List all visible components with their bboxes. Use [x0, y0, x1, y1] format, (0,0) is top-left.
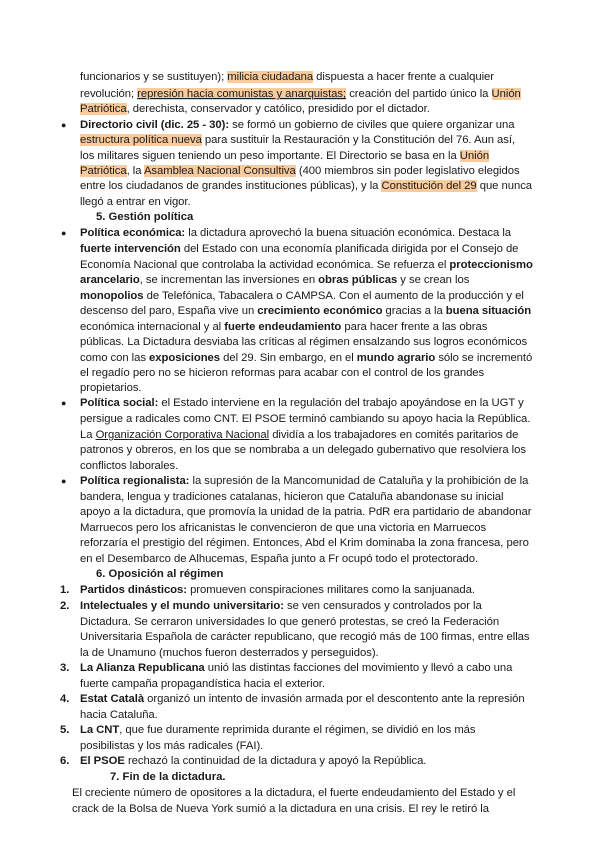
list-number: 2. [60, 600, 70, 612]
paragraph-line: La Organización Corporativa Nacional dividía a los trabajadores en comités paritarios de [80, 429, 519, 441]
paragraph-line: descenso del paro, España vive un crecimiento económico gracias a la buena situación [80, 305, 532, 317]
list-item: El PSOE rechazó la continuidad de la dictadura y apoyó la República. [80, 755, 427, 767]
paragraph-line: El creciente número de opositores a la dictadura, el fuerte endeudamiento del Estado y el [72, 787, 516, 799]
section-heading: 5. Gestión política [96, 211, 194, 223]
paragraph-line: bandera, lengua y tradiciones catalanas, hicieron que Cataluña abandonase su inicial [80, 491, 504, 503]
list-item: La CNT, que fue duramente reprimida durante el régimen, se dividió en los más [80, 724, 476, 736]
list-item: Política económica: la dictadura aprovechó la buena situación económica. Destaca la [80, 227, 512, 239]
bullet-icon: ● [61, 228, 67, 238]
list-number: 3. [60, 662, 70, 674]
paragraph-line: la de Unamuno (muchos fueron desterrados y perseguidos). [80, 647, 379, 659]
paragraph-line: propietarios. [80, 382, 142, 394]
list-item: Política regionalista: la supresión de la Mancomunidad de Cataluña y la prohibición de la [80, 475, 529, 487]
highlight: represión hacia comunistas y anarquistas; [137, 88, 347, 100]
list-item: Partidos dinásticos: promueven conspiraciones militares como la sanjuanada. [80, 584, 475, 596]
paragraph-line: monopolios de Telefónica, Tabacalera o CAMPSA. Con el aumento de la producción y el [80, 290, 524, 302]
paragraph-line: crack de la Bolsa de Nueva York sumió a la dictadura en una crisis. El rey le retiró la [72, 803, 489, 815]
highlight: milicia ciudadana [227, 71, 314, 83]
paragraph-line: arancelario, se incrementan las inversiones en obras públicas y se crean los [80, 274, 470, 286]
highlight: Unión [459, 150, 490, 162]
list-number: 5. [60, 724, 70, 736]
paragraph-line: Marruecos pero los africanistas le convencieron de que una victoria en Marruecos [80, 522, 487, 534]
paragraph-line: fuerte campaña propagandística hacia el exterior. [80, 678, 325, 690]
bullet-icon: ● [61, 398, 67, 408]
list-item: La Alianza Republicana unió las distintas facciones del movimiento y llevó a cabo una [80, 662, 513, 674]
paragraph-line: los militares siguen teniendo un peso importante. El Directorio se basa en la Unión [80, 150, 490, 162]
underlined-term: Organización Corporativa Nacional [95, 429, 270, 441]
highlight: Constitución del 29 [381, 180, 477, 192]
list-number: 4. [60, 693, 70, 705]
paragraph-line: entre los ciudadanos de grandes instituciones públicas), y la Constitución del 29 que nunca [80, 180, 533, 192]
paragraph-line: el regadío pero no se hicieron reformas para acabar con el control de los grandes [80, 367, 485, 379]
list-item: Estat Català organizó un intento de invasión armada por el descontento ante la represión [80, 693, 525, 705]
list-number: 6. [60, 755, 70, 767]
paragraph-line: Universitaria Española de carácter republicano, que recogió más de 100 firmas, entre ellas [80, 631, 530, 643]
paragraph-line: económica internacional y al fuerte endeudamiento para hacer frente a las obras [80, 321, 488, 333]
paragraph-line: persigue a radicales como CNT. El PSOE terminó cambiando su apoyo hacia la República. [80, 413, 531, 425]
paragraph-line: estructura política nueva para sustituir la Restauración y la Constitución del 76. Aun así, [80, 134, 516, 146]
paragraph-line: Dictadura. Se cerraron universidades lo que generó protestas, se creó la Federación [80, 616, 500, 628]
highlight: Unión [491, 88, 521, 100]
paragraph-line: conflictos laborales. [80, 460, 179, 472]
paragraph-line: revolución; represión hacia comunistas y anarquistas; creación del partido único la Unión [80, 88, 521, 100]
section-heading: 7. Fin de la dictadura. [110, 771, 226, 783]
paragraph-line: apoyo a la dictadura, que promovía la unidad de la patria. PdR era partidario de abandonar [80, 506, 532, 518]
bullet-icon: ● [61, 120, 67, 130]
paragraph-line: en el Desembarco de Alhucemas, España junto a Fr ocupó todo el protectorado. [80, 553, 479, 565]
highlight: Patriótica [80, 103, 127, 115]
list-item: Política social: el Estado interviene en la regulación del trabajo apoyándose en la UGT y [80, 397, 524, 409]
list-number: 1. [60, 584, 70, 596]
paragraph-line: Economía Nacional que controlaba la actividad económica. Se refuerza el proteccionismo [80, 259, 533, 271]
paragraph-line: hacia Cataluña. [80, 709, 158, 721]
paragraph-line: Patriótica, la Asamblea Nacional Consultiva (400 miembros sin poder legislativo elegidos [80, 165, 520, 177]
highlight: Patriótica [80, 165, 127, 177]
highlight: Asamblea Nacional Consultiva [143, 165, 296, 177]
bullet-icon: ● [61, 476, 67, 486]
section-heading: 6. Oposición al régimen [96, 568, 224, 580]
paragraph-line: públicas. La Dictadura desviaba las críticas al régimen ensalzando sus logros económicos [80, 336, 528, 348]
paragraph-line: funcionarios y se sustituyen); milicia ciudadana dispuesta a hacer frente a cualquier [80, 71, 494, 83]
list-item: Directorio civil (dic. 25 - 30): se formó un gobierno de civiles que quiere organizar una [80, 119, 515, 131]
paragraph-line: llegó a entrar en vigor. [80, 196, 191, 208]
paragraph-line: Patriótica, derechista, conservador y católico, presidido por el dictador. [80, 103, 430, 115]
list-item: Intelectuales y el mundo universitario: se ven censurados y controlados por la [80, 600, 482, 612]
paragraph-line: como con las exposiciones del 29. Sin embargo, en el mundo agrario sólo se incrementó [80, 352, 533, 364]
paragraph-line: reforzaría el prestigio del régimen. Entonces, Abd el Krim dominaba la zona francesa, pero [80, 537, 529, 549]
paragraph-line: patronos y obreros, en los que se nombraba a un delegado gubernativo que resolviera los [80, 444, 526, 456]
highlight: estructura política nueva [80, 134, 202, 146]
paragraph-line: fuerte intervención del Estado con una economía planificada dirigida por el Consejo de [80, 243, 519, 255]
paragraph-line: posibilistas y los más radicales (FAI). [80, 740, 264, 752]
